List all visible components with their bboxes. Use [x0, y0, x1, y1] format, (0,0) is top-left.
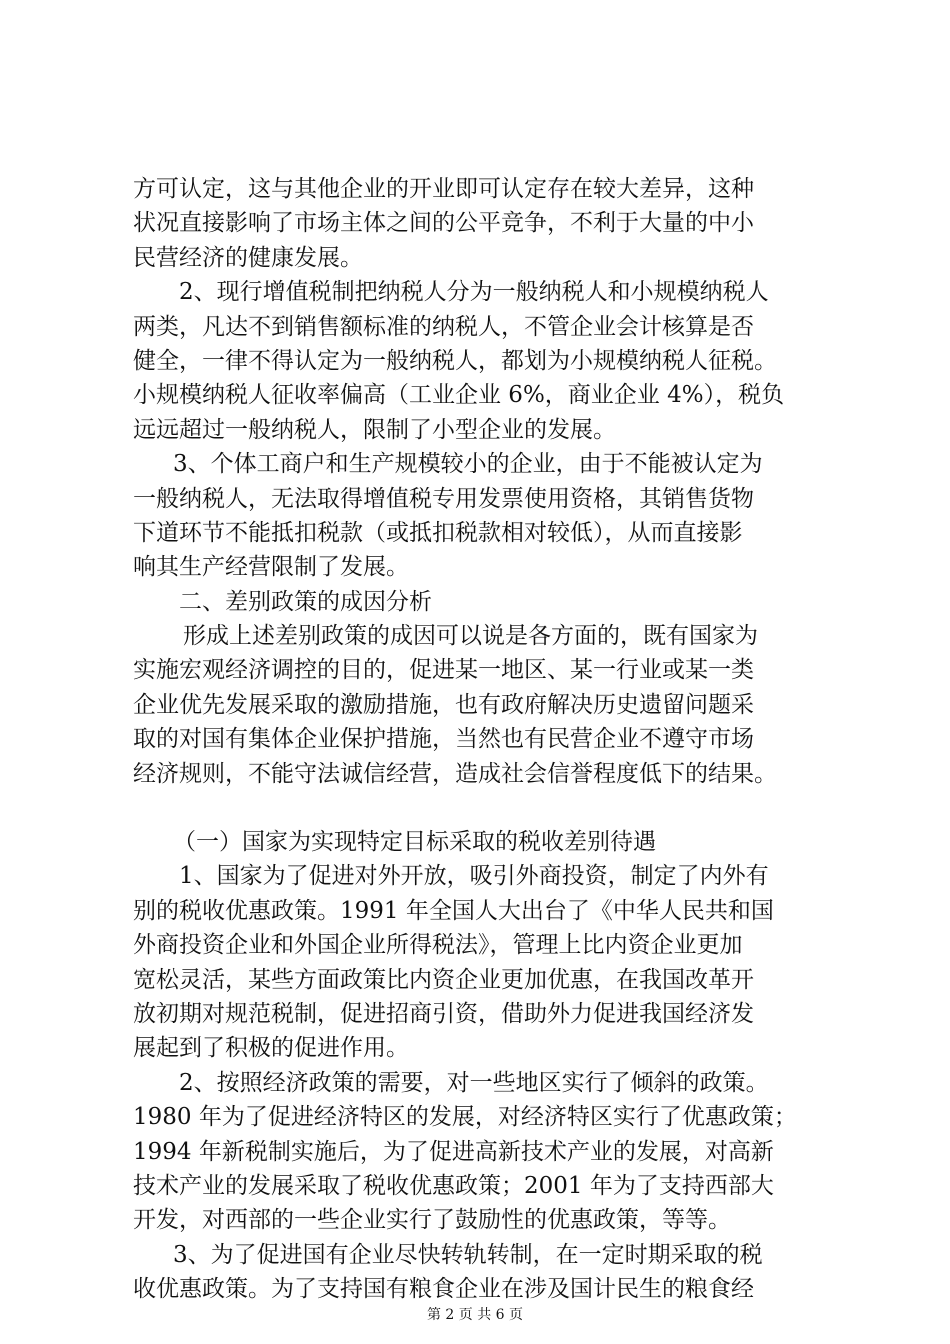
text-line: 开发，对西部的一些企业实行了鼓励性的优惠政策，等等。: [133, 1207, 731, 1234]
text-line: 展起到了积极的促进作用。: [133, 1035, 409, 1062]
paragraph: [133, 1238, 833, 1307]
text-line: 放初期对规范税制，促进招商引资，借助外力促进我国经济发: [133, 1000, 754, 1027]
paragraph: [133, 825, 833, 859]
text-line: 3、为了促进国有企业尽快转轨转制，在一定时期采取的税: [173, 1241, 763, 1268]
text-line: 取的对国有集体企业保护措施，当然也有民营企业不遵守市场: [133, 726, 754, 753]
text-line: 实施宏观经济调控的目的，促进某一地区、某一行业或某一类: [133, 657, 754, 684]
paragraph-gap: [133, 791, 833, 825]
text-line: 外商投资企业和外国企业所得税法》，管理上比内资企业更加: [133, 932, 743, 959]
paragraph: [133, 619, 833, 791]
paragraph: [133, 447, 833, 585]
text-line: 健全，一律不得认定为一般纳税人，都划为小规模纳税人征税。: [133, 347, 777, 374]
paragraph: [133, 859, 833, 1065]
text-line: 状况直接影响了市场主体之间的公平竞争，不利于大量的中小: [133, 210, 754, 237]
text-line: 经济规则，不能守法诚信经营，造成社会信誉程度低下的结果。: [133, 760, 777, 787]
text-line: 1、国家为了促进对外开放，吸引外商投资，制定了内外有: [179, 863, 769, 890]
text-line: 3、个体工商户和生产规模较小的企业，由于不能被认定为: [173, 451, 763, 478]
text-line: 小规模纳税人征收率偏高（工业企业 6%，商业企业 4%），税负: [133, 382, 785, 409]
text-line: 2、按照经济政策的需要，对一些地区实行了倾斜的政策。: [179, 1069, 769, 1096]
text-line: 下道环节不能抵扣税款（或抵扣税款相对较低），从而直接影: [133, 519, 743, 546]
text-line: 方可认定，这与其他企业的开业即可认定存在较大差异，这种: [133, 176, 754, 202]
document-body: [133, 172, 833, 1307]
paragraph: [133, 172, 833, 275]
text-line: 1994 年新税制实施后，为了促进高新技术产业的发展，对高新: [133, 1138, 774, 1165]
text-line: 企业优先发展采取的激励措施，也有政府解决历史遗留问题采: [133, 691, 754, 718]
paragraph: [133, 585, 833, 619]
text-line: 两类，凡达不到销售额标准的纳税人，不管企业会计核算是否: [133, 313, 754, 340]
text-line: 形成上述差别政策的成因可以说是各方面的，既有国家为: [183, 623, 758, 650]
text-line: 1980 年为了促进经济特区的发展，对经济特区实行了优惠政策；: [133, 1104, 797, 1131]
text-line: 2、现行增值税制把纳税人分为一般纳税人和小规模纳税人: [179, 279, 769, 306]
text-line: 二、差别政策的成因分析: [179, 588, 432, 615]
text-line: 收优惠政策。为了支持国有粮食企业在涉及国计民生的粮食经: [133, 1276, 754, 1303]
text-line: 民营经济的健康发展。: [133, 244, 363, 271]
text-line: 技术产业的发展采取了税收优惠政策；2001 年为了支持西部大: [133, 1172, 774, 1199]
paragraph: [133, 1066, 833, 1238]
text-line: 响其生产经营限制了发展。: [133, 554, 409, 581]
text-line: 宽松灵活，某些方面政策比内资企业更加优惠，在我国改革开: [133, 966, 754, 993]
text-line: 远远超过一般纳税人，限制了小型企业的发展。: [133, 416, 616, 443]
text-line: 别的税收优惠政策。1991 年全国人大出台了《中华人民共和国: [133, 897, 774, 924]
paragraph: [133, 275, 833, 447]
text-line: （一）国家为实现特定目标采取的税收差别待遇: [173, 829, 656, 856]
text-line: 一般纳税人，无法取得增值税专用发票使用资格，其销售货物: [133, 485, 754, 512]
page-footer: 第 2 页 共 6 页: [426, 1307, 524, 1323]
